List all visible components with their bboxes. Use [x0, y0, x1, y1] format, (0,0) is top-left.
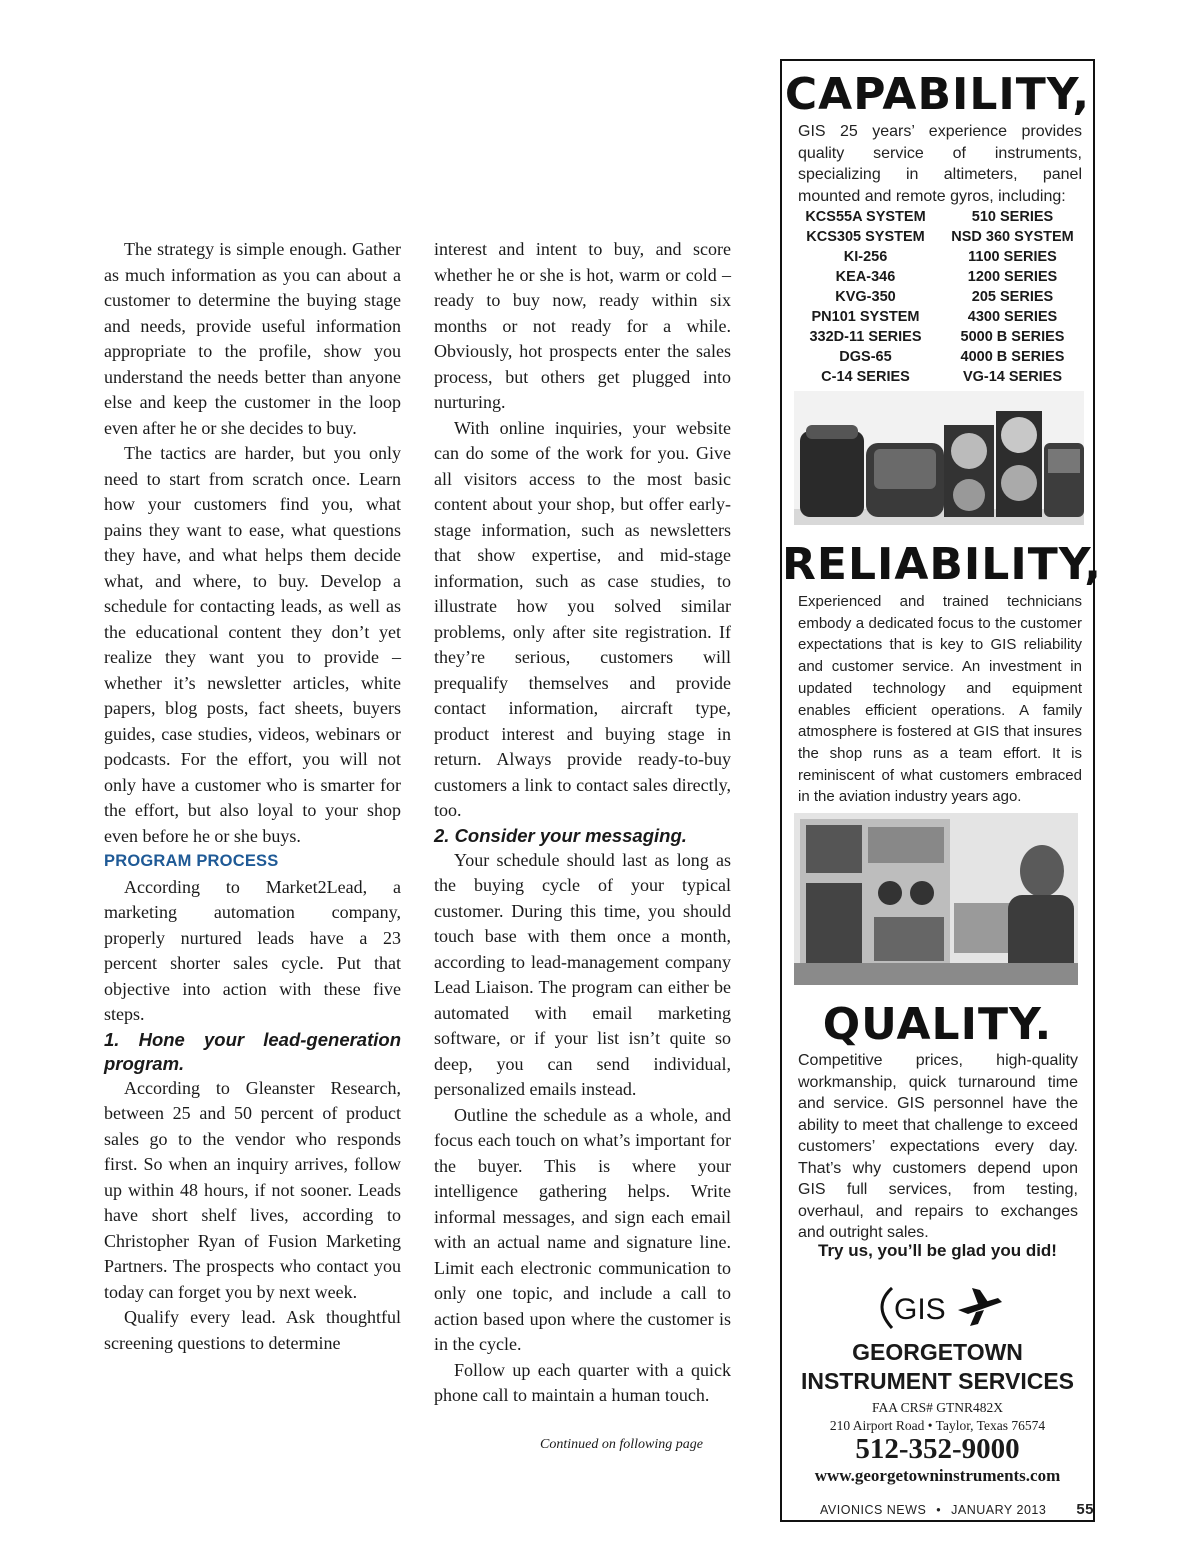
- series-item: 5000 B SERIES: [960, 329, 1065, 345]
- series-item: PN101 SYSTEM: [811, 309, 920, 325]
- faa-crs: FAA CRS# GTNR482X: [871, 1400, 1004, 1415]
- section-heading: PROGRAM PROCESS: [104, 852, 279, 870]
- subheading: 1. Hone your lead-generation program.: [104, 1028, 401, 1074]
- series-row: [792, 247, 1086, 267]
- paragraph: interest and intent to buy, and score whether he or she is hot, warm or cold – ready to buy now, ready within six months or not ready for a while. Obviously, hot prospects enter the sales process, but others get plugged into nurturing.: [434, 239, 731, 412]
- page-footer: [820, 1501, 1094, 1518]
- page-number: 55: [1076, 1501, 1094, 1518]
- series-item: VG-14 SERIES: [962, 369, 1063, 385]
- paragraph: Qualify every lead. Ask thoughtful screening questions to determine: [104, 1307, 401, 1353]
- series-item: 1100 SERIES: [968, 249, 1057, 265]
- paragraph: Follow up each quarter with a quick phone call to maintain a human touch.: [434, 1359, 731, 1405]
- ad-headline-reliability: RELIABILITY,: [782, 539, 1103, 590]
- paragraph: The tactics are harder, but you only need to start from scratch once. Learn how your customers find you, what pains they want to ease, what questions they have, and what helps them decide what, and where, to buy. Develop a schedule for contacting leads, as well as the educational content they don’t yet realize they want you to provide – whether it’s newsletter articles, white papers, blog posts, fact sheets, buyers guides, case studies, videos, webinars or podcasts. For the effort, you will not only have a customer who is smarter for the effort, but also loyal to your shop even before he or she buys.: [104, 443, 401, 846]
- instruments-photo: [794, 391, 1084, 525]
- paragraph: The strategy is simple enough. Gather as much information as you can about a customer to determine the buying stage and needs, provide useful information appropriate to the profile, show you understand the needs better than anyone else and keep the customer in the loop even after he or she decides to buy.: [104, 239, 401, 438]
- address: 210 Airport Road • Taylor, Texas 76574: [829, 1418, 1046, 1433]
- subheading: 2. Consider your messaging.: [434, 824, 687, 846]
- series-row: [792, 367, 1086, 387]
- paragraph: Your schedule should last as long as the buying cycle of your typical customer. During this time, you should touch base with them once a month, according to lead-management company Lead Liaison. The program can either be automated with email marketing software, or if your list isn’t quite so deep, you can send individual, personalized emails instead.: [434, 849, 731, 1099]
- article-column-1: [104, 237, 401, 1356]
- advertisement: [780, 59, 1103, 1522]
- series-item: KCS305 SYSTEM: [806, 229, 925, 245]
- series-item: C-14 SERIES: [821, 369, 910, 385]
- paragraph: Outline the schedule as a whole, and focus each touch on what’s important for the buyer. This is where your intelligence gathering helps. Write informal messages, and sign each email with an actual name and signature line. Limit each electronic communication to only one topic, and include a call to action based upon where the customer is in the cycle.: [434, 1104, 731, 1354]
- phone-number: 512-352-9000: [855, 1433, 1020, 1465]
- article-column-2: [434, 237, 731, 1409]
- series-row: [792, 307, 1086, 327]
- series-row: [792, 287, 1086, 307]
- series-row: [792, 347, 1086, 367]
- series-row: [792, 207, 1086, 227]
- series-row: [792, 327, 1086, 347]
- ad-body-capability: GIS 25 years’ experience provides quality service of instruments, specializing in altimeters, panel mounted and remote gyros, including:: [798, 123, 1082, 205]
- paragraph: With online inquiries, your website can do some of the work for you. Give all visitors access to the most basic content about your shop, but offer early-stage information, such as newsletters that show expertise, and mid-stage information, such as case studies, to illustrate how you solved similar problems, only after site registration. If they’re serious, customers will prequalify themselves and provide contact information, aircraft type, product interest and buying stage in return. Always provide ready-to-buy customers a link to contact sales directly, too.: [434, 417, 731, 820]
- series-item: 205 SERIES: [971, 289, 1054, 305]
- website-link[interactable]: www.georgetowninstruments.com: [814, 1466, 1061, 1485]
- publication-name: AVIONICS NEWS: [820, 1503, 927, 1517]
- series-item: 510 SERIES: [971, 209, 1054, 225]
- technician-photo: [794, 813, 1078, 985]
- paragraph: According to Market2Lead, a marketing automation company, properly nurtured leads have a 23 percent shorter sales cycle. Put that objective into action with these five steps.: [104, 876, 401, 1024]
- series-row: [792, 227, 1086, 247]
- series-item: 4300 SERIES: [967, 309, 1058, 325]
- footer-bullet: •: [936, 1503, 942, 1517]
- series-item: 4000 B SERIES: [960, 349, 1065, 365]
- series-list: [792, 207, 1086, 387]
- series-item: KI-256: [843, 249, 888, 265]
- series-row: [792, 267, 1086, 287]
- ad-headline-capability: CAPABILITY,: [784, 69, 1091, 120]
- company-name-line1: GEORGETOWN: [852, 1339, 1023, 1365]
- ad-body-quality: Competitive prices, high-quality workmanship, quick turnaround time and service. GIS personnel have the ability to meet that challenge to exceed customers’ expectations every day. That’s why customers depend upon GIS full services, from testing, overhaul, and repairs to exchanges and outright sales.: [798, 1052, 1078, 1241]
- issue-date: JANUARY 2013: [951, 1503, 1047, 1517]
- series-item: KCS55A SYSTEM: [805, 209, 926, 225]
- svg-text:GIS: GIS: [894, 1293, 946, 1326]
- series-item: KVG-350: [835, 289, 896, 305]
- ad-body-reliability: Experienced and trained technicians embody a dedicated focus to the customer expectations that is key to GIS reliability and customer service. An investment in updated technology and equipment enables efficient operations. A family atmosphere is fostered at GIS that insures the shop runs as a team effort. It is reminiscent of what customers embraced in the aviation industry years ago.: [798, 593, 1082, 806]
- series-item: 332D-11 SERIES: [809, 329, 922, 345]
- paragraph: According to Gleanster Research, between 25 and 50 percent of product sales go to the vendor who responds first. So when an inquiry arrives, follow up within 48 hours, if not sooner. Leads have short shelf lives, according to Christopher Ryan of Fusion Marketing Partners. The prospects who contact you today can forget you by next week.: [104, 1077, 401, 1302]
- series-item: DGS-65: [839, 349, 892, 365]
- series-item: KEA-346: [835, 269, 896, 285]
- ad-tagline: Try us, you’ll be glad you did!: [818, 1241, 1057, 1260]
- continued-note: Continued on following page: [540, 1437, 703, 1452]
- series-item: 1200 SERIES: [967, 269, 1058, 285]
- company-name-line2: INSTRUMENT SERVICES: [800, 1368, 1075, 1394]
- series-item: NSD 360 SYSTEM: [951, 229, 1074, 245]
- gis-logo: [870, 1282, 1010, 1334]
- ad-headline-quality: QUALITY.: [822, 999, 1053, 1050]
